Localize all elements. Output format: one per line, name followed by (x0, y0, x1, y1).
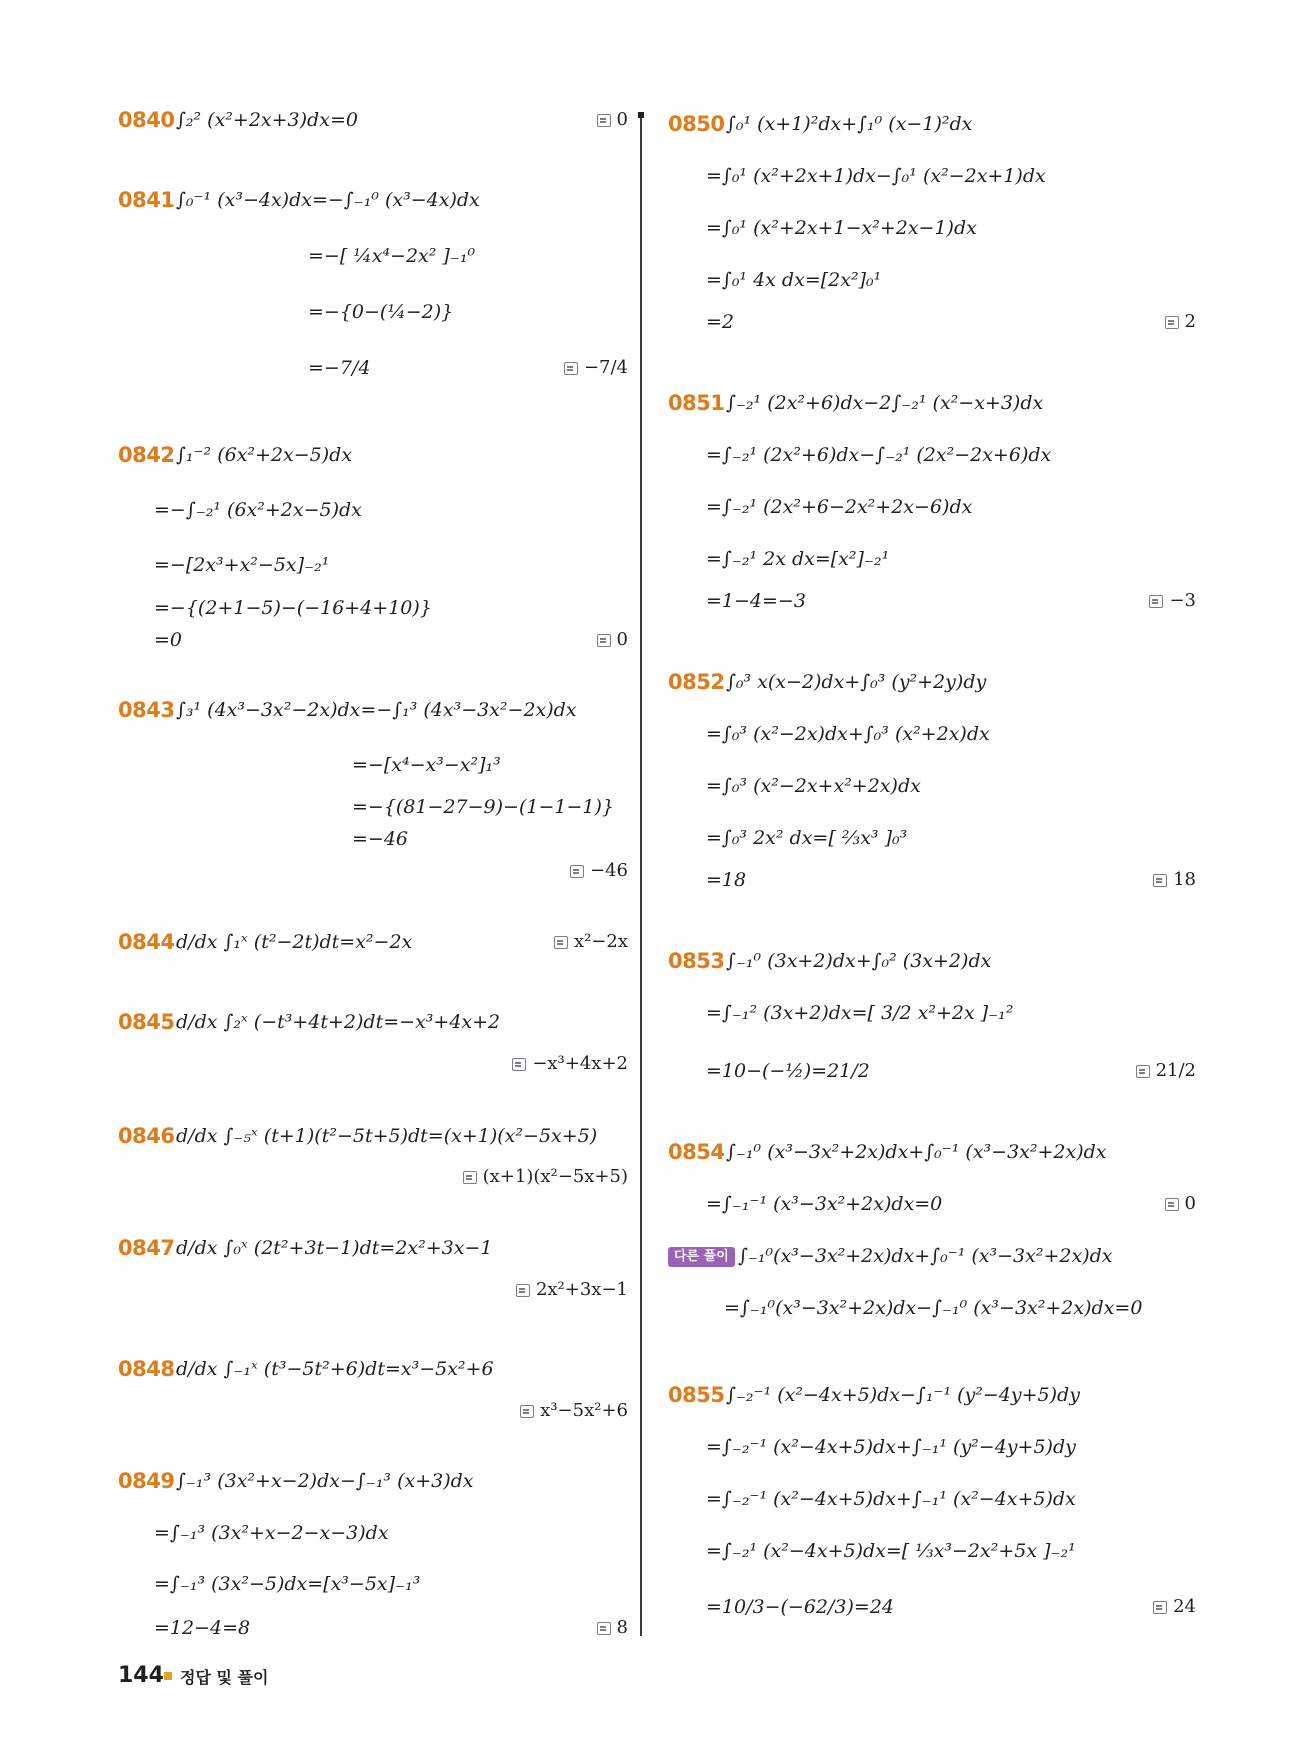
answer-icon (554, 936, 568, 949)
equation-line: =−{(81−27−9)−(1−1−1)} (352, 796, 614, 818)
column-divider (640, 114, 642, 1636)
answer (1165, 309, 1196, 335)
equation-line: ∫₁⁻² (6x²+2x−5)dx (176, 444, 353, 466)
equation-line: ∫₋₁³ (3x²+x−2)dx−∫₋₁³ (x+3)dx (176, 1470, 474, 1492)
page-number: 144 (118, 1663, 164, 1688)
alt-solution-badge: 다른 풀이 (668, 1247, 735, 1267)
equation-line: =∫₀¹ (x²+2x+1)dx−∫₀¹ (x²−2x+1)dx (706, 165, 1046, 187)
problem-number: 0841 (118, 188, 175, 212)
equation-line: =−[2x³+x²−5x]₋₂¹ (154, 554, 330, 576)
problem-number: 0843 (118, 698, 175, 722)
equation-line: =∫₀³ (x²−2x)dx+∫₀³ (x²+2x)dx (706, 723, 990, 745)
problem-number: 0855 (668, 1383, 725, 1407)
equation-line: =∫₋₂⁻¹ (x²−4x+5)dx+∫₋₁¹ (x²−4x+5)dx (706, 1488, 1076, 1510)
equation-line: =∫₋₁² (3x+2)dx=[ 3/2 x²+2x ]₋₁² (706, 1002, 1014, 1024)
equation-line: =∫₋₁⁻¹ (x³−3x²+2x)dx=0 (706, 1193, 943, 1215)
answer-icon (597, 634, 611, 647)
problem-number: 0854 (668, 1140, 725, 1164)
answer-value: 24 (1173, 1596, 1196, 1617)
problem-number: 0851 (668, 391, 725, 415)
equation-line: =12−4=8 (154, 1617, 251, 1639)
answer-value: x³−5x²+6 (540, 1400, 628, 1421)
footer-square-icon (164, 1672, 172, 1680)
answer-icon (1149, 595, 1163, 608)
equation-line: ∫₂² (x²+2x+3)dx=0 (176, 109, 358, 131)
answer-value: 0 (616, 629, 628, 650)
answer (1136, 1058, 1196, 1084)
answer (597, 627, 628, 653)
answer (1149, 588, 1196, 614)
equation-line: =0 (154, 629, 183, 651)
answer-icon (570, 865, 584, 878)
problem-number: 0842 (118, 443, 175, 467)
problem-number: 0848 (118, 1357, 175, 1381)
equation-line: =−[x⁴−x³−x²]₁³ (352, 754, 501, 776)
column-divider-cap (638, 112, 644, 118)
equation-line: =∫₋₂⁻¹ (x²−4x+5)dx+∫₋₁¹ (y²−4y+5)dy (706, 1436, 1076, 1458)
equation-line: d/dx ∫₀ˣ (2t²+3t−1)dt=2x²+3x−1 (176, 1237, 493, 1259)
answer-value: (x+1)(x²−5x+5) (482, 1166, 628, 1187)
equation-line: =2 (706, 311, 735, 333)
answer-icon (1136, 1065, 1150, 1078)
equation-line: d/dx ∫₁ˣ (t²−2t)dt=x²−2x (176, 931, 413, 953)
answer (1153, 1594, 1196, 1620)
answer-value: 21/2 (1155, 1060, 1196, 1081)
equation-line: ∫₋₂¹ (2x²+6)dx−2∫₋₂¹ (x²−x+3)dx (726, 392, 1044, 414)
equation-line: =∫₋₁³ (3x²+x−2−x−3)dx (154, 1522, 389, 1544)
equation-line: =10−(−½)=21/2 (706, 1060, 870, 1082)
answer-value: x²−2x (573, 931, 628, 952)
problem-number: 0853 (668, 949, 725, 973)
equation-line: =∫₋₂¹ (x²−4x+5)dx=[ ⅓x³−2x²+5x ]₋₂¹ (706, 1540, 1076, 1562)
equation-line: =∫₋₂¹ 2x dx=[x²]₋₂¹ (706, 548, 890, 570)
problem-number: 0850 (668, 112, 725, 136)
equation-line: ∫₋₁⁰ (3x+2)dx+∫₀² (3x+2)dx (726, 950, 992, 972)
equation-line: =10/3−(−62/3)=24 (706, 1596, 895, 1618)
problem-number: 0849 (118, 1469, 175, 1493)
problem-number: 0852 (668, 670, 725, 694)
equation-line: =1−4=−3 (706, 590, 806, 612)
equation-line: =∫₀³ (x²−2x+x²+2x)dx (706, 775, 921, 797)
answer-value: −3 (1169, 590, 1196, 611)
equation-line: =∫₋₂¹ (2x²+6−2x²+2x−6)dx (706, 496, 973, 518)
equation-line: =−∫₋₂¹ (6x²+2x−5)dx (154, 499, 362, 521)
equation-line: =∫₀¹ (x²+2x+1−x²+2x−1)dx (706, 217, 977, 239)
equation-line: =∫₀¹ 4x dx=[2x²]₀¹ (706, 269, 882, 291)
equation-line: =−7/4 (308, 357, 371, 379)
footer-label: 정답 및 풀이 (180, 1668, 269, 1687)
answer-icon (1153, 1601, 1167, 1614)
equation-line: d/dx ∫₋₅ˣ (t+1)(t²−5t+5)dt=(x+1)(x²−5x+5) (176, 1125, 598, 1147)
problem-number: 0844 (118, 930, 175, 954)
answer (520, 1398, 628, 1424)
answer (1153, 867, 1196, 893)
answer-icon (463, 1171, 477, 1184)
answer-value: 0 (1184, 1193, 1196, 1214)
equation-line: =−46 (352, 828, 409, 850)
equation-line: ∫₃¹ (4x³−3x²−2x)dx=−∫₁³ (4x³−3x²−2x)dx (176, 699, 577, 721)
equation-line: d/dx ∫₂ˣ (−t³+4t+2)dt=−x³+4x+2 (176, 1011, 501, 1033)
answer-icon (1165, 1198, 1179, 1211)
equation-line: ∫₋₂⁻¹ (x²−4x+5)dx−∫₁⁻¹ (y²−4y+5)dy (726, 1384, 1080, 1406)
answer (516, 1277, 628, 1303)
equation-line: =∫₋₁⁰(x³−3x²+2x)dx−∫₋₁⁰ (x³−3x²+2x)dx=0 (724, 1297, 1143, 1319)
answer-icon (564, 362, 578, 375)
answer-icon (597, 114, 611, 127)
equation-line: ∫₋₁⁰(x³−3x²+2x)dx+∫₀⁻¹ (x³−3x²+2x)dx (738, 1245, 1113, 1267)
answer-value: 0 (616, 109, 628, 130)
answer (1165, 1191, 1196, 1217)
equation-line: =∫₋₁³ (3x²−5)dx=[x³−5x]₋₁³ (154, 1573, 421, 1595)
answer (597, 107, 628, 133)
problem-number: 0845 (118, 1010, 175, 1034)
problem-number: 0847 (118, 1236, 175, 1260)
equation-line: ∫₀³ x(x−2)dx+∫₀³ (y²+2y)dy (726, 671, 987, 693)
answer (570, 858, 628, 884)
equation-line: =∫₋₂¹ (2x²+6)dx−∫₋₂¹ (2x²−2x+6)dx (706, 444, 1052, 466)
answer (597, 1615, 628, 1641)
equation-line: ∫₀¹ (x+1)²dx+∫₁⁰ (x−1)²dx (726, 113, 973, 135)
equation-line: =18 (706, 869, 747, 891)
equation-line: d/dx ∫₋₁ˣ (t³−5t²+6)dt=x³−5x²+6 (176, 1358, 494, 1380)
problem-number: 0846 (118, 1124, 175, 1148)
answer (512, 1051, 628, 1077)
answer-icon (512, 1058, 526, 1071)
answer-icon (516, 1284, 530, 1297)
equation-line: ∫₋₁⁰ (x³−3x²+2x)dx+∫₀⁻¹ (x³−3x²+2x)dx (726, 1141, 1107, 1163)
answer-icon (1153, 874, 1167, 887)
answer-icon (1165, 316, 1179, 329)
answer-value: −x³+4x+2 (532, 1053, 628, 1074)
equation-line: =∫₀³ 2x² dx=[ ⅔x³ ]₀³ (706, 827, 908, 849)
answer-icon (597, 1622, 611, 1635)
answer-icon (520, 1405, 534, 1418)
answer (554, 929, 628, 955)
equation-line: ∫₀⁻¹ (x³−4x)dx=−∫₋₁⁰ (x³−4x)dx (176, 189, 480, 211)
answer-value: −46 (590, 860, 628, 881)
answer-value: 2 (1184, 311, 1196, 332)
answer-value: 8 (616, 1617, 628, 1638)
answer-value: 2x²+3x−1 (535, 1279, 628, 1300)
answer-value: 18 (1173, 869, 1196, 890)
answer (564, 355, 628, 381)
problem-number: 0840 (118, 108, 175, 132)
answer-value: −7/4 (583, 357, 628, 378)
equation-line: =−{(2+1−5)−(−16+4+10)} (154, 597, 432, 619)
equation-line: =−{0−(¼−2)} (308, 301, 454, 323)
answer (463, 1164, 628, 1190)
equation-line: =−[ ¼x⁴−2x² ]₋₁⁰ (308, 245, 476, 267)
